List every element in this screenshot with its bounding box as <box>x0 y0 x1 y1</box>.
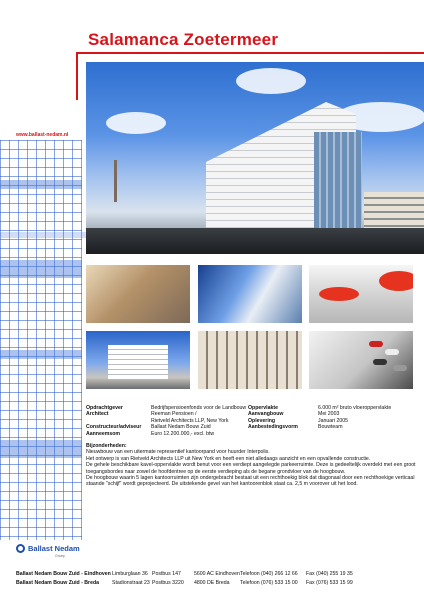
office-name: Ballast Nedam Bouw Zuid - Eindhoven <box>16 571 111 577</box>
office-fax: Fax (040) 255 19 35 <box>306 571 353 577</box>
office-phone: Telefoon (040) 266 12 66 <box>240 571 298 577</box>
hero-photo <box>86 62 424 254</box>
photo-building-exterior <box>86 331 190 389</box>
footer-row <box>16 579 424 588</box>
fact-value: Rietveld Architects LLP, New York <box>151 417 229 424</box>
office-pobox: Postbus 3220 <box>152 580 184 586</box>
car <box>373 359 387 365</box>
fact-label: Oplevering <box>248 417 276 424</box>
facts-labels-left <box>86 405 148 437</box>
footer-row <box>16 570 424 579</box>
description-paragraph: Het ontwerp is van Rietveld Architects LLP uit New York en heeft een niet alledaags aanzicht en een opvallende constructie. <box>86 455 371 462</box>
grid-band <box>0 180 82 189</box>
car <box>369 341 383 347</box>
office-phone: Telefoon (076) 533 15 00 <box>240 580 298 586</box>
page-title: Salamanca Zoetermeer <box>88 30 279 49</box>
grid-band <box>0 350 82 359</box>
fact-value: Bedrijfspensioenfonds voor de Landbouw <box>151 405 247 411</box>
company-logo <box>16 544 80 553</box>
fact-value: Bouwteam <box>318 424 343 431</box>
project-description <box>86 443 420 488</box>
grid-band <box>0 260 82 278</box>
logo-mark-icon <box>16 544 25 553</box>
car <box>385 349 399 355</box>
photo-parking <box>309 331 413 389</box>
photo-corridor <box>198 331 302 389</box>
sculpture <box>114 160 117 202</box>
building-block <box>108 345 168 379</box>
office-address: Limburglaan 36 <box>112 571 148 577</box>
description-paragraph: Nieuwbouw van een uitermate representief kantoorpand voor huurder Interpolis. <box>86 449 270 456</box>
website-link[interactable]: www.ballast-nedam.nl <box>16 132 69 138</box>
logo-subtitle: Groep <box>55 554 65 558</box>
photo-interior-lobby <box>86 265 190 323</box>
ground-wall <box>86 228 424 254</box>
fact-value: Januari 2005 <box>318 417 348 424</box>
facts-values-left <box>151 405 246 437</box>
office-fax: Fax (076) 533 15 99 <box>306 580 353 586</box>
fact-label: Opdrachtgever <box>86 405 123 411</box>
office-pobox: Postbus 147 <box>152 571 181 577</box>
photo-interior-lamps <box>309 265 413 323</box>
red-lamp <box>319 287 359 301</box>
grid-band <box>0 440 82 458</box>
description-paragraph: De hoogbouw waarin 5 lagen kantoorruimten zijn ondergebracht bestaat uit een rechthoekig blok dat diagonaal door een rechthoekige verticaal staande "schijf" wordt geprojecteerd. De uitstekende gevel van het kantoorenblok staat ca. 2,5 m voorover uit het lood. <box>86 475 415 488</box>
fact-value: Ballast Nedam Bouw Zuid <box>151 424 211 431</box>
title-rule-vertical <box>76 52 78 100</box>
facts-values-right <box>318 405 422 431</box>
fact-label: Aanbestedingsvorm <box>248 424 298 431</box>
description-paragraph: De gehele beschikbare kavel-oppervlakte wordt benut voor een verdiept aangelegde parkeerruimte. Deze is gedeeltelijk overdekt met een groot toegangsbordes naar zowel de hoofdentree op de eerste verdieping als de begane grondvloer van de hoogbouw. <box>86 462 416 475</box>
fact-label: Constructeur/adviseur <box>86 424 142 431</box>
blue-grid-decoration <box>0 140 82 540</box>
office-city: 5600 AC Eindhoven <box>194 571 240 577</box>
fact-label: Architect <box>86 411 109 418</box>
logo-name: Ballast Nedam <box>28 544 80 553</box>
footer-addresses <box>16 570 424 588</box>
fact-value: Mei 2003 <box>318 411 340 418</box>
cloud <box>236 68 306 94</box>
office-address: Stadionstraat 23 <box>112 580 150 586</box>
fact-label: Aanvangbouw <box>248 411 284 418</box>
fact-label: Aanneemsom <box>86 430 121 437</box>
fact-label: Oppervlakte <box>248 405 278 411</box>
fact-value: Euro 12.200.000,- excl. btw <box>151 430 215 437</box>
red-lamp <box>379 271 413 291</box>
photo-facade-detail <box>198 265 302 323</box>
fact-value: Reeman Pensioen / <box>151 411 197 418</box>
cloud <box>106 112 166 134</box>
office-name: Ballast Nedam Bouw Zuid - Breda <box>16 580 100 586</box>
facts-labels-right <box>248 405 316 431</box>
fact-value: 6.000 m² bruto vloeroppervlakte <box>318 405 392 411</box>
office-city: 4800 DE Breda <box>194 580 230 586</box>
car <box>393 365 407 371</box>
description-heading: Bijzonderheden: <box>86 443 127 449</box>
title-rule <box>76 52 424 54</box>
